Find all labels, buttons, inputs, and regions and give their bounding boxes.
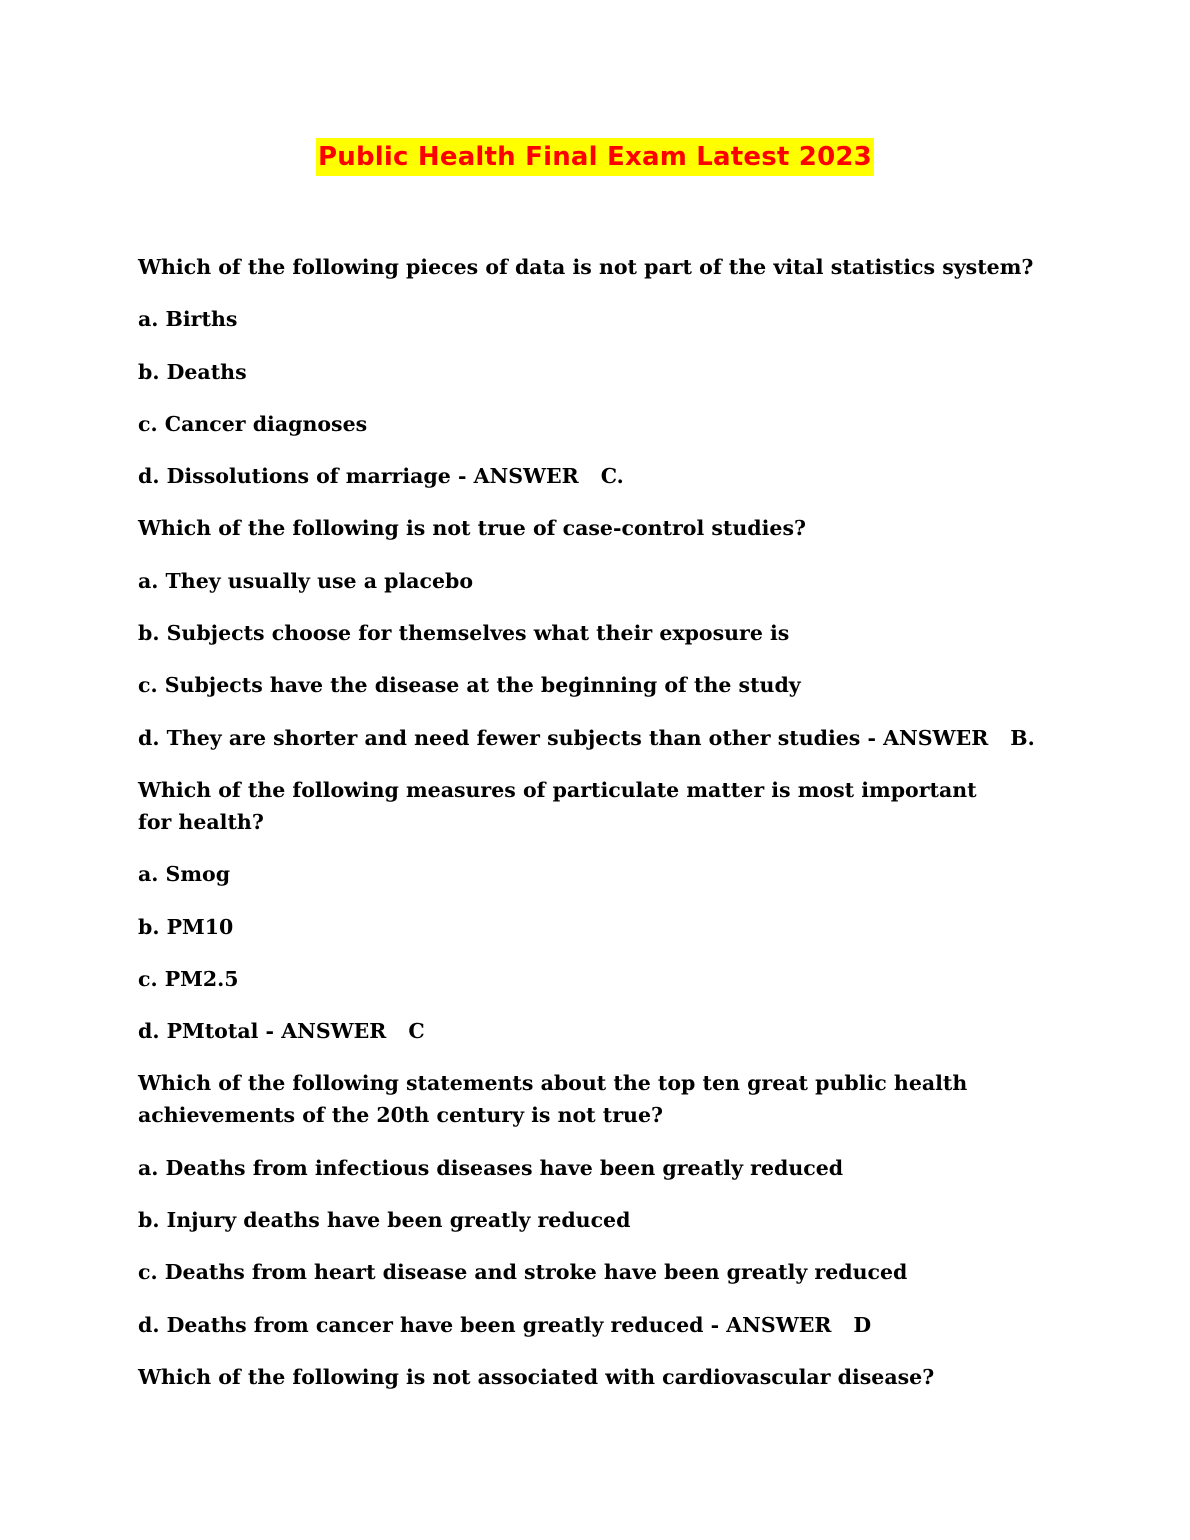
answer-option: d. PMtotal: [138, 1019, 259, 1044]
answer-option: c. Deaths from heart disease and stroke have been greatly reduced: [138, 1260, 908, 1285]
answer-option: b. Subjects choose for themselves what their exposure is: [138, 621, 790, 646]
answer-key: B.: [1010, 725, 1035, 750]
answer-option: c. Subjects have the disease at the beginning of the study: [138, 673, 801, 698]
answer-marker: - ANSWER: [457, 464, 579, 489]
answer-option: a. They usually use a placebo: [138, 568, 474, 593]
answer-option: b. Injury deaths have been greatly reduced: [138, 1208, 631, 1233]
question-text: Which of the following statements about the top ten great public health achievements of the 20th century is not true?: [138, 1071, 968, 1128]
answer-option-with-key: [138, 460, 1038, 492]
answer-marker: - ANSWER: [867, 725, 989, 750]
answer-option: a. Smog: [138, 862, 231, 887]
answer-option: d. They are shorter and need fewer subjects than other studies: [138, 725, 861, 750]
answer-option: c. Cancer diagnoses: [138, 411, 368, 436]
exam-content: [138, 251, 1038, 1413]
answer-marker: - ANSWER: [265, 1019, 387, 1044]
question-text: Which of the following is not associated with cardiovascular disease?: [138, 1364, 935, 1389]
answer-option: a. Deaths from infectious diseases have been greatly reduced: [138, 1155, 844, 1180]
answer-option: b. Deaths: [138, 359, 247, 384]
answer-marker: - ANSWER: [710, 1312, 832, 1337]
answer-option-with-key: [138, 1309, 1038, 1341]
answer-option: a. Births: [138, 307, 238, 332]
answer-option-with-key: [138, 1015, 1038, 1047]
question-text: Which of the following measures of particulate matter is most important for health?: [138, 777, 977, 834]
question-text: Which of the following pieces of data is not part of the vital statistics system?: [138, 255, 1034, 279]
question-text: Which of the following is not true of case-control studies?: [138, 516, 807, 541]
answer-key: C: [408, 1019, 425, 1044]
answer-key: D: [853, 1312, 872, 1337]
answer-option: b. PM10: [138, 914, 234, 939]
answer-option: c. PM2.5: [138, 966, 239, 991]
document-title: Public Health Final Exam Latest 2023: [316, 138, 874, 176]
answer-option: d. Dissolutions of marriage: [138, 464, 451, 489]
answer-option-with-key: [138, 722, 1038, 754]
answer-option: d. Deaths from cancer have been greatly reduced: [138, 1312, 704, 1337]
answer-key: C.: [600, 464, 624, 489]
title-container: [0, 138, 1190, 176]
